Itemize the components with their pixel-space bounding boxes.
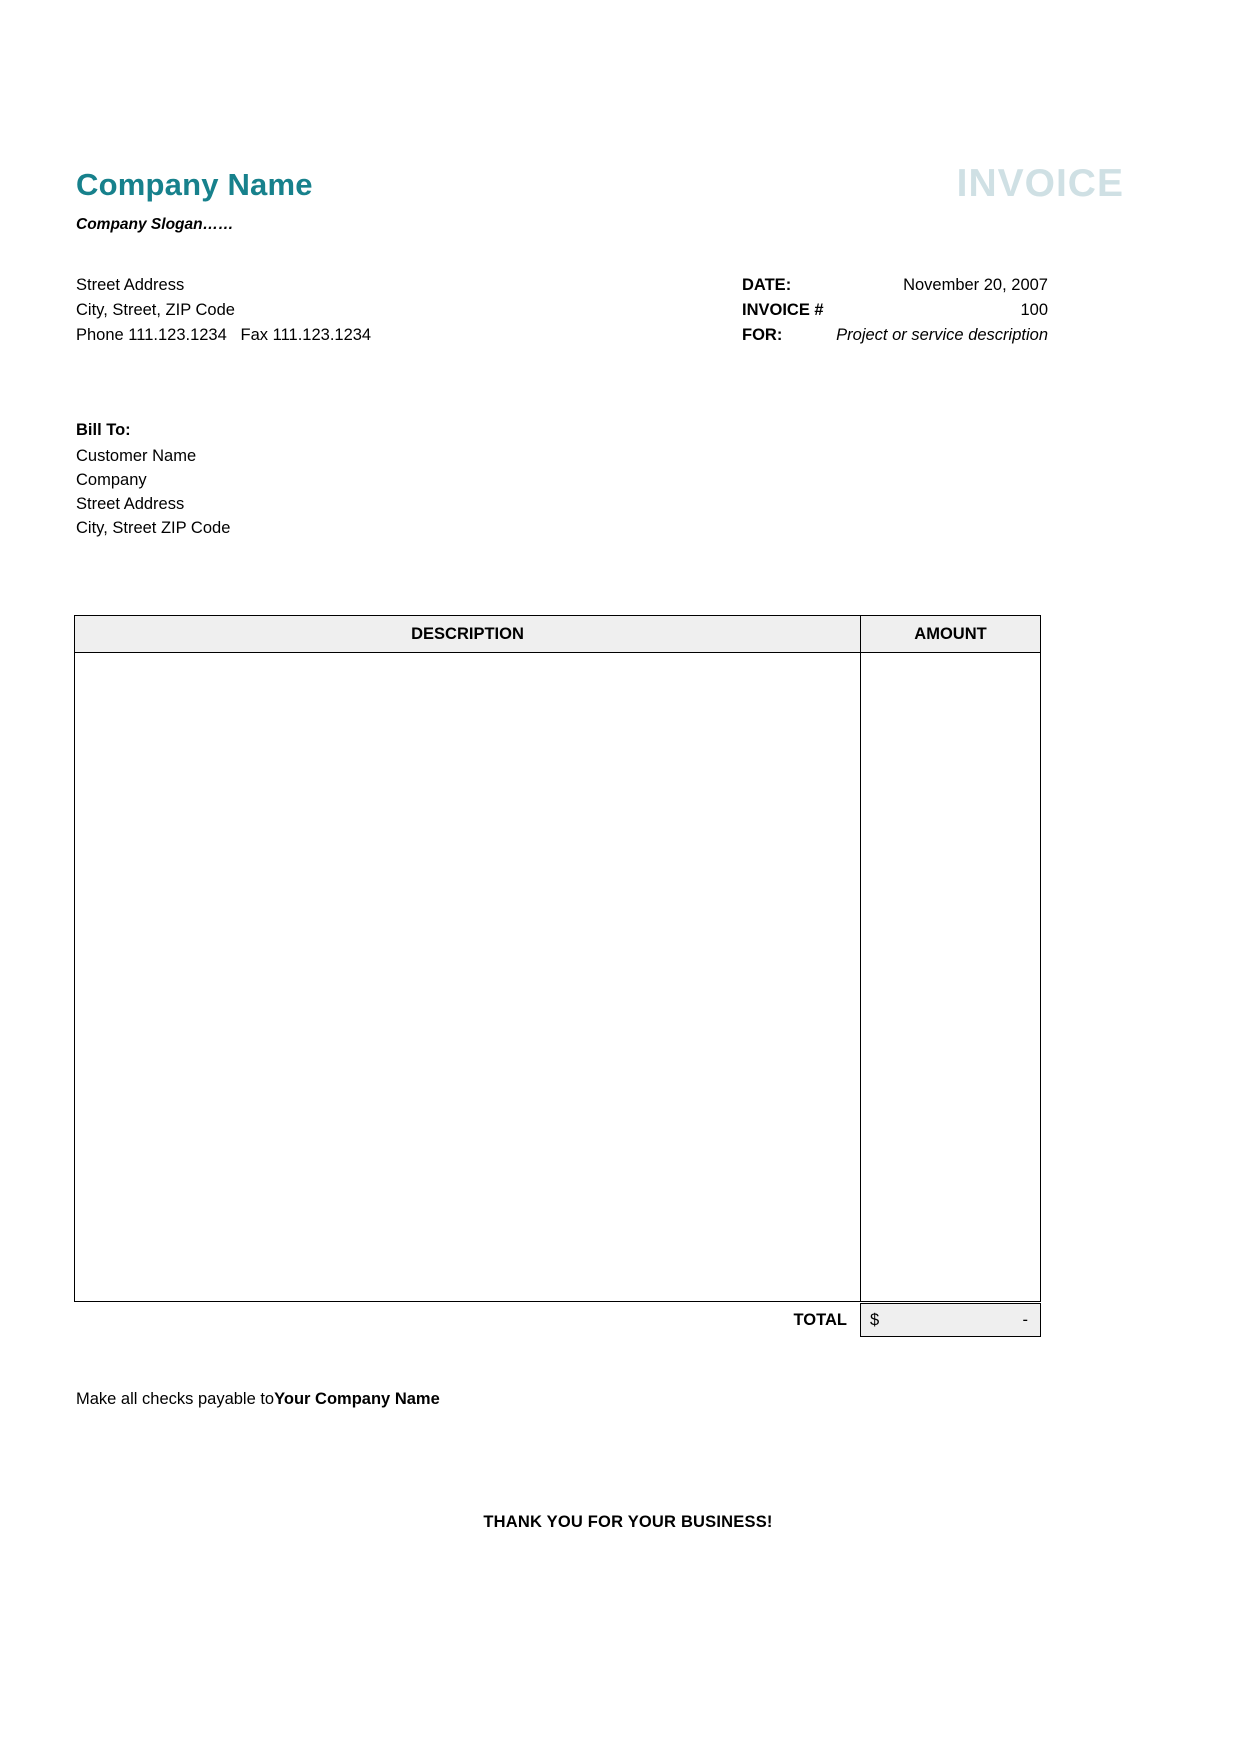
- sender-street: Street Address: [76, 276, 185, 294]
- bill-to-block: [76, 418, 230, 540]
- table-header-row: [75, 616, 1040, 653]
- invoice-number-label: INVOICE #: [742, 301, 824, 319]
- total-row: [74, 1303, 1041, 1337]
- bill-to-customer-name: Customer Name: [76, 447, 197, 465]
- description-cells-area[interactable]: [75, 653, 861, 1301]
- bill-to-company: Company: [76, 471, 147, 489]
- date-label: DATE:: [742, 276, 792, 294]
- thank-you-note: [0, 1513, 1240, 1532]
- sender-city: City, Street, ZIP Code: [76, 301, 235, 319]
- table-body: [75, 653, 1040, 1301]
- sender-address: [76, 273, 371, 348]
- date-value: November 20, 2007: [903, 276, 1048, 294]
- for-label: FOR:: [742, 326, 783, 344]
- meta-row-invoice-number: [742, 298, 1048, 323]
- line-items-table: [74, 615, 1041, 1302]
- invoice-header: [76, 162, 1240, 234]
- column-header-description: DESCRIPTION: [75, 616, 861, 652]
- meta-row-date: [742, 273, 1048, 298]
- invoice-title: INVOICE: [956, 162, 1124, 205]
- payable-company-name: Your Company Name: [274, 1390, 440, 1408]
- amount-cells-area[interactable]: [861, 653, 1040, 1301]
- sender-contact: Phone 111.123.1234 Fax 111.123.1234: [76, 326, 372, 344]
- total-amount-cell: [860, 1303, 1041, 1337]
- for-value: Project or service description: [836, 326, 1048, 344]
- invoice-meta: [742, 273, 1048, 348]
- payable-prefix: Make all checks payable to: [76, 1390, 275, 1408]
- company-slogan: Company Slogan……: [76, 216, 234, 234]
- bill-to-city: City, Street ZIP Code: [76, 519, 231, 537]
- payable-note: [76, 1390, 440, 1409]
- thank-you-text: THANK YOU FOR YOUR BUSINESS!: [483, 1513, 773, 1531]
- invoice-number-value: 100: [1020, 301, 1048, 319]
- company-name: Company Name: [76, 167, 313, 202]
- meta-row-for: [742, 323, 1048, 348]
- bill-to-title: Bill To:: [76, 421, 131, 439]
- total-label: TOTAL: [793, 1310, 847, 1329]
- total-amount-value: -: [1022, 1310, 1028, 1329]
- column-header-amount: AMOUNT: [914, 625, 987, 643]
- total-currency-symbol: $: [870, 1310, 880, 1329]
- bill-to-street: Street Address: [76, 495, 185, 513]
